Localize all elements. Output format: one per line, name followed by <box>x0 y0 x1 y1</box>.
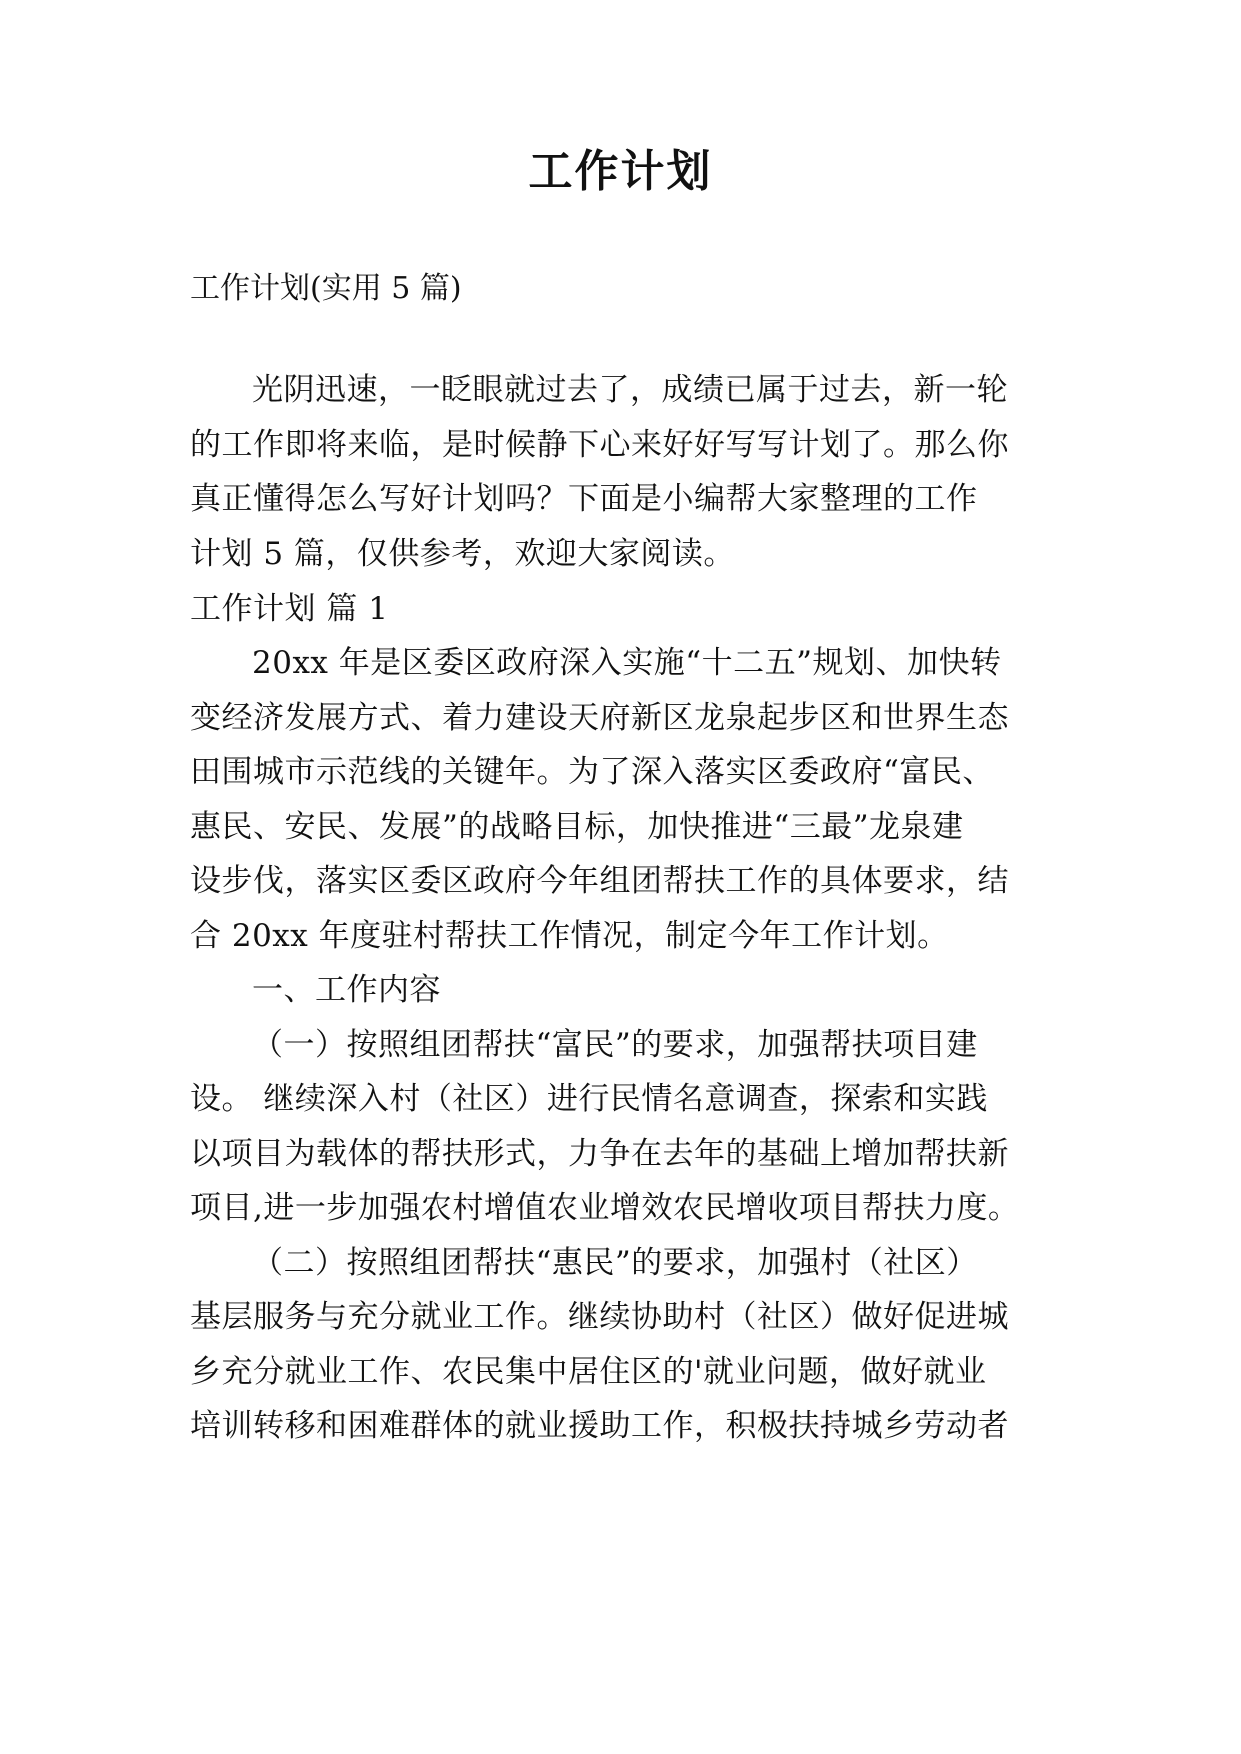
section-heading: 工作计划 篇 1 <box>190 591 389 627</box>
body-line: 合 20xx 年度驻村帮扶工作情况，制定今年工作计划。 <box>190 918 949 954</box>
body-line: 乡充分就业工作、农民集中居住区的'就业问题，做好就业 <box>190 1354 987 1390</box>
body-line: （一）按照组团帮扶“富民”的要求，加强帮扶项目建 <box>252 1027 978 1063</box>
document-title: 工作计划 <box>528 146 713 197</box>
body-line: 变经济发展方式、着力建设天府新区龙泉起步区和世界生态 <box>190 700 1009 736</box>
body-line: 以项目为载体的帮扶形式，力争在去年的基础上增加帮扶新 <box>190 1136 1009 1172</box>
document-subtitle: 工作计划(实用 5 篇) <box>190 271 462 306</box>
body-line: 20xx 年是区委区政府深入实施“十二五”规划、加快转 <box>252 645 1002 681</box>
body-line: 的工作即将来临，是时候静下心来好好写写计划了。那么你 <box>190 427 1009 463</box>
body-line: 计划 5 篇，仅供参考，欢迎大家阅读。 <box>190 536 735 572</box>
body-line: （二）按照组团帮扶“惠民”的要求，加强村（社区） <box>252 1245 978 1281</box>
body-line: 惠民、安民、发展”的战略目标，加快推进“三最”龙泉建 <box>190 809 964 845</box>
body-line: 光阴迅速，一眨眼就过去了，成绩已属于过去，新一轮 <box>252 372 1008 408</box>
body-line: 设步伐，落实区委区政府今年组团帮扶工作的具体要求，结 <box>190 863 1009 899</box>
body-line: 设。 继续深入村（社区）进行民情名意调查，探索和实践 <box>190 1081 988 1117</box>
body-line: 田围城市示范线的关键年。为了深入落实区委政府“富民、 <box>190 754 994 790</box>
body-line: 真正懂得怎么写好计划吗？下面是小编帮大家整理的工作 <box>190 481 978 517</box>
body-line: 培训转移和困难群体的就业援助工作，积极扶持城乡劳动者 <box>190 1408 1009 1444</box>
body-line: 基层服务与充分就业工作。继续协助村（社区）做好促进城 <box>190 1299 1009 1335</box>
body-line: 项目,进一步加强农村增值农业增效农民增收项目帮扶力度。 <box>190 1190 1020 1226</box>
subsection-heading: 一、工作内容 <box>252 972 441 1008</box>
